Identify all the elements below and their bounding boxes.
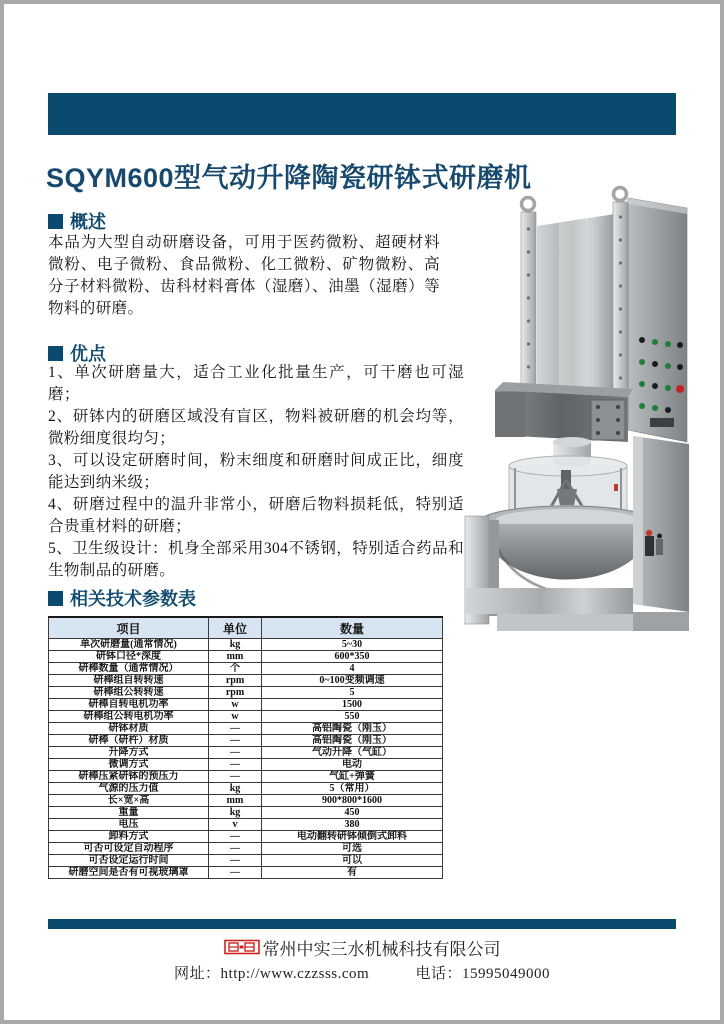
spec-row [49,687,443,699]
spec-row [49,795,443,807]
spec-cell: 可否可设定自动程序 [49,843,209,855]
advantage-item: 4、研磨过程中的温升非常小，研磨后物料损耗低，特别适合贵重材料的研磨； [48,496,464,535]
spec-row [49,699,443,711]
website-url: http://www.czzsss.com [220,966,370,982]
spec-cell: 研棒组自转转速 [49,675,209,687]
spec-header-cell: 项目 [49,617,209,639]
spec-cell: 研棒组公转电机功率 [49,711,209,723]
spec-header-cell: 数量 [262,617,443,639]
spec-row [49,639,443,651]
spec-cell: 380 [262,819,443,831]
spec-cell: 长×宽×高 [49,795,209,807]
spec-cell: 可否设定运行时间 [49,855,209,867]
spec-cell: 高铝陶瓷（刚玉） [262,723,443,735]
company-row [0,936,724,958]
spec-cell: 气动升降（气缸） [262,747,443,759]
spec-cell: 卸料方式 [49,831,209,843]
spec-cell: 研棒自转电机功率 [49,699,209,711]
spec-cell: 研棒组公转转速 [49,687,209,699]
spec-cell: 4 [262,663,443,675]
spec-cell: — [209,723,262,735]
spec-cell: kg [209,783,262,795]
spec-row [49,735,443,747]
spec-cell: 有 [262,867,443,879]
spec-table-head [49,617,443,639]
advantage-item: 3、可以设定研磨时间，粉末细度和研磨时间成正比，细度能达到纳米级； [48,452,464,491]
spec-table-body [49,639,443,879]
contact-row [0,962,724,983]
spec-cell: kg [209,639,262,651]
section-heading-label: 相关技术参数表 [70,589,196,609]
spec-row [49,819,443,831]
spec-cell: — [209,843,262,855]
phone-number: 15995049000 [461,966,550,982]
spec-cell: — [209,771,262,783]
overview-body: 本品为大型自动研磨设备，可用于医药微粉、超硬材料微粉、电子微粉、食品微粉、化工微粉、矿物微粉、高分子材料微粉、齿科材料膏体（湿磨）、油墨（湿磨）等物料的研磨。 [48,234,440,317]
spec-row [49,675,443,687]
company-logo-icon [224,939,260,955]
advantages-list [48,362,464,582]
section-marker-icon [48,591,63,606]
spec-row [49,831,443,843]
spec-row [49,843,443,855]
footer-divider-bar [48,919,676,929]
phone-label: 电话： [415,966,462,982]
spec-cell: 电动 [262,759,443,771]
spec-row [49,711,443,723]
spec-cell: 气缸+弹簧 [262,771,443,783]
spec-row [49,855,443,867]
spec-cell: — [209,735,262,747]
section-heading-label: 优点 [70,344,106,364]
spec-cell: rpm [209,687,262,699]
spec-row [49,747,443,759]
spec-cell: 研钵口径*深度 [49,651,209,663]
section-heading-label: 概述 [70,212,106,232]
advantage-item: 5、卫生级设计：机身全部采用304不锈钢，特别适合药品和生物制品的研磨。 [48,540,464,579]
spec-cell: 电动翻转研钵倾倒式卸料 [262,831,443,843]
spec-cell: 5~30 [262,639,443,651]
spec-cell: 重量 [49,807,209,819]
spec-row [49,759,443,771]
spec-cell: 研钵材质 [49,723,209,735]
page-title: SQYM600型气动升降陶瓷研钵式研磨机 [46,163,532,193]
spec-cell: 研棒（研杵）材质 [49,735,209,747]
spec-cell: — [209,759,262,771]
spec-cell: w [209,699,262,711]
spec-cell: w [209,711,262,723]
spec-cell: v [209,819,262,831]
machine-photo [437,184,705,646]
advantage-item: 2、研钵内的研磨区域没有盲区，物料被研磨的机会均等，微粉细度很均匀； [48,408,464,447]
spec-cell: mm [209,795,262,807]
spec-cell: 0~100变频调速 [262,675,443,687]
spec-row [49,807,443,819]
spec-cell: mm [209,651,262,663]
spec-cell: 气源的压力值 [49,783,209,795]
spec-row [49,771,443,783]
spec-cell: 研棒压紧研钵的预压力 [49,771,209,783]
spec-cell: 单次研磨量(通常情况) [49,639,209,651]
spec-table [48,616,443,879]
spec-cell: 研棒数量（通常情况） [49,663,209,675]
section-marker-icon [48,346,63,361]
spec-row [49,663,443,675]
spec-cell: 电压 [49,819,209,831]
spec-cell: 5（常用） [262,783,443,795]
spec-cell: 研磨空间是否有可视玻璃罩 [49,867,209,879]
spec-cell: kg [209,807,262,819]
spec-row [49,651,443,663]
section-heading-specs [48,585,196,611]
spec-cell: 450 [262,807,443,819]
spec-cell: rpm [209,675,262,687]
spec-header-cell: 单位 [209,617,262,639]
spec-cell: 550 [262,711,443,723]
spec-cell: 可以 [262,855,443,867]
spec-cell: — [209,747,262,759]
spec-cell: 高铝陶瓷（刚玉） [262,735,443,747]
spec-cell: 微调方式 [49,759,209,771]
spec-cell: 升降方式 [49,747,209,759]
spec-row [49,867,443,879]
spec-cell: 600*350 [262,651,443,663]
spec-cell: — [209,831,262,843]
spec-cell: 5 [262,687,443,699]
section-heading-overview [48,208,106,234]
section-marker-icon [48,214,63,229]
header-accent-bar [48,93,676,135]
spec-cell: 900*800*1600 [262,795,443,807]
spec-cell: — [209,855,262,867]
spec-cell: — [209,867,262,879]
spec-cell: 个 [209,663,262,675]
spec-cell: 可选 [262,843,443,855]
spec-row [49,723,443,735]
website-label: 网址： [174,966,221,982]
spec-row [49,783,443,795]
advantage-item: 1、单次研磨量大，适合工业化批量生产，可干磨也可湿磨； [48,364,464,403]
spec-cell: 1500 [262,699,443,711]
company-name: 常州中实三水机械科技有限公司 [262,939,501,959]
